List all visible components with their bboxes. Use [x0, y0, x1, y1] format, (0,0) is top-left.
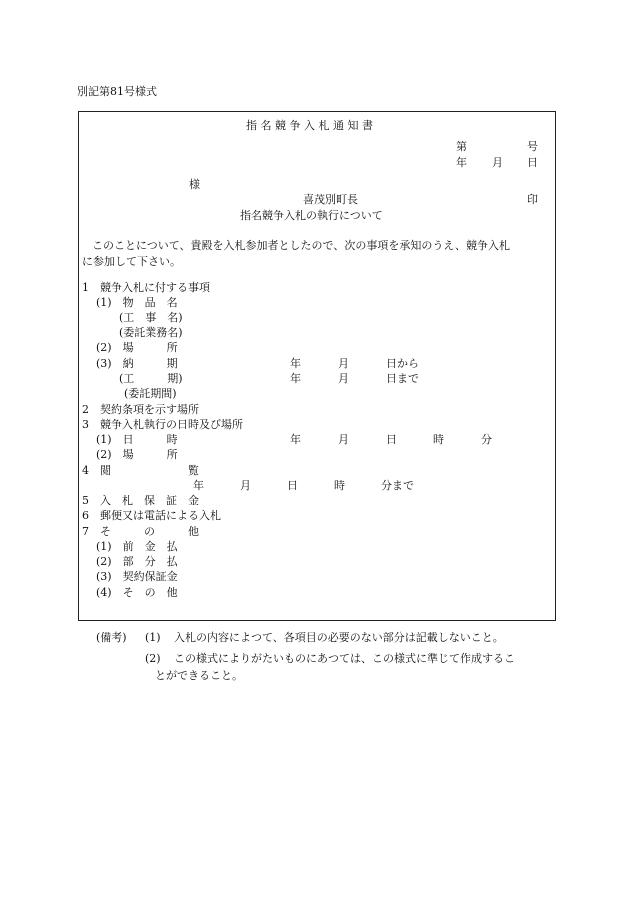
item-1-3: (3) 納 期: [96, 357, 178, 370]
subject-line: 指名競争入札の執行について: [240, 209, 383, 222]
exec-hour: 時: [433, 433, 444, 446]
remark-1-number: (1): [145, 631, 161, 644]
item-2: 2 契約条項を示す場所: [82, 403, 199, 416]
item-7-1: (1) 前 金 払: [96, 540, 178, 553]
viewing-day: 日: [287, 479, 298, 492]
item-7-3: (3) 契約保証金: [96, 570, 178, 583]
period-to-year: 年: [290, 372, 301, 385]
item-7: 7 そ の 他: [82, 525, 199, 538]
item-7-2: (2) 部 分 払: [96, 555, 178, 568]
number-dai: 第: [456, 140, 467, 153]
exec-day: 日: [386, 433, 397, 446]
addressee-suffix: 様: [189, 178, 200, 191]
exec-year: 年: [290, 433, 301, 446]
remark-2-text-b: とができること。: [155, 669, 243, 682]
viewing-hour: 時: [334, 479, 345, 492]
item-1-3-consignment-period: (委託期間): [124, 387, 177, 400]
period-to-month: 月: [338, 372, 349, 385]
viewing-month: 月: [240, 479, 251, 492]
item-6: 6 郵便又は電話による入札: [82, 509, 221, 522]
exec-minute: 分: [481, 433, 492, 446]
form-title: 指 名 競 争 入 札 通 知 書: [246, 119, 373, 132]
remark-2-text-a: この様式によりがたいものにあつては、この様式に準じて作成するこ: [174, 652, 515, 665]
period-from-day: 日から: [386, 357, 419, 370]
item-1-1-consignment: (委託業務名): [119, 326, 183, 339]
date-month: 月: [492, 156, 503, 169]
exec-month: 月: [338, 433, 349, 446]
date-year: 年: [456, 156, 467, 169]
item-5: 5 入 札 保 証 金: [82, 494, 199, 507]
issuer-name: 喜茂別町長: [303, 193, 358, 206]
period-to-day: 日まで: [386, 372, 419, 385]
item-1-1: (1) 物 品 名: [96, 296, 178, 309]
intro-line-1: このことについて、貴殿を入札参加者としたので、次の事項を承知のうえ、競争入札: [92, 239, 510, 252]
item-4: 4 閲 覧: [82, 464, 199, 477]
remark-2-number: (2): [145, 652, 161, 665]
item-1-1-construction: (工 事 名): [119, 311, 183, 324]
period-from-year: 年: [290, 357, 301, 370]
item-1: 1 競争入札に付する事項: [82, 281, 210, 294]
item-3-1: (1) 日 時: [96, 433, 178, 446]
remark-1-text: 入札の内容によつて、各項目の必要のない部分は記載しないこと。: [174, 631, 504, 644]
item-3: 3 競争入札執行の日時及び場所: [82, 418, 243, 431]
viewing-minute: 分まで: [381, 479, 414, 492]
intro-line-2: に参加して下さい。: [82, 255, 181, 268]
item-7-4: (4) そ の 他: [96, 586, 178, 599]
viewing-year: 年: [193, 479, 204, 492]
item-1-3-term: (工 期): [119, 372, 183, 385]
item-1-2: (2) 場 所: [96, 341, 178, 354]
number-go: 号: [527, 140, 538, 153]
remarks-label: (備考): [96, 631, 127, 644]
period-from-month: 月: [338, 357, 349, 370]
item-3-2: (2) 場 所: [96, 448, 178, 461]
form-label: 別記第81号様式: [77, 85, 157, 98]
seal-mark: 印: [527, 193, 538, 206]
date-day: 日: [527, 156, 538, 169]
